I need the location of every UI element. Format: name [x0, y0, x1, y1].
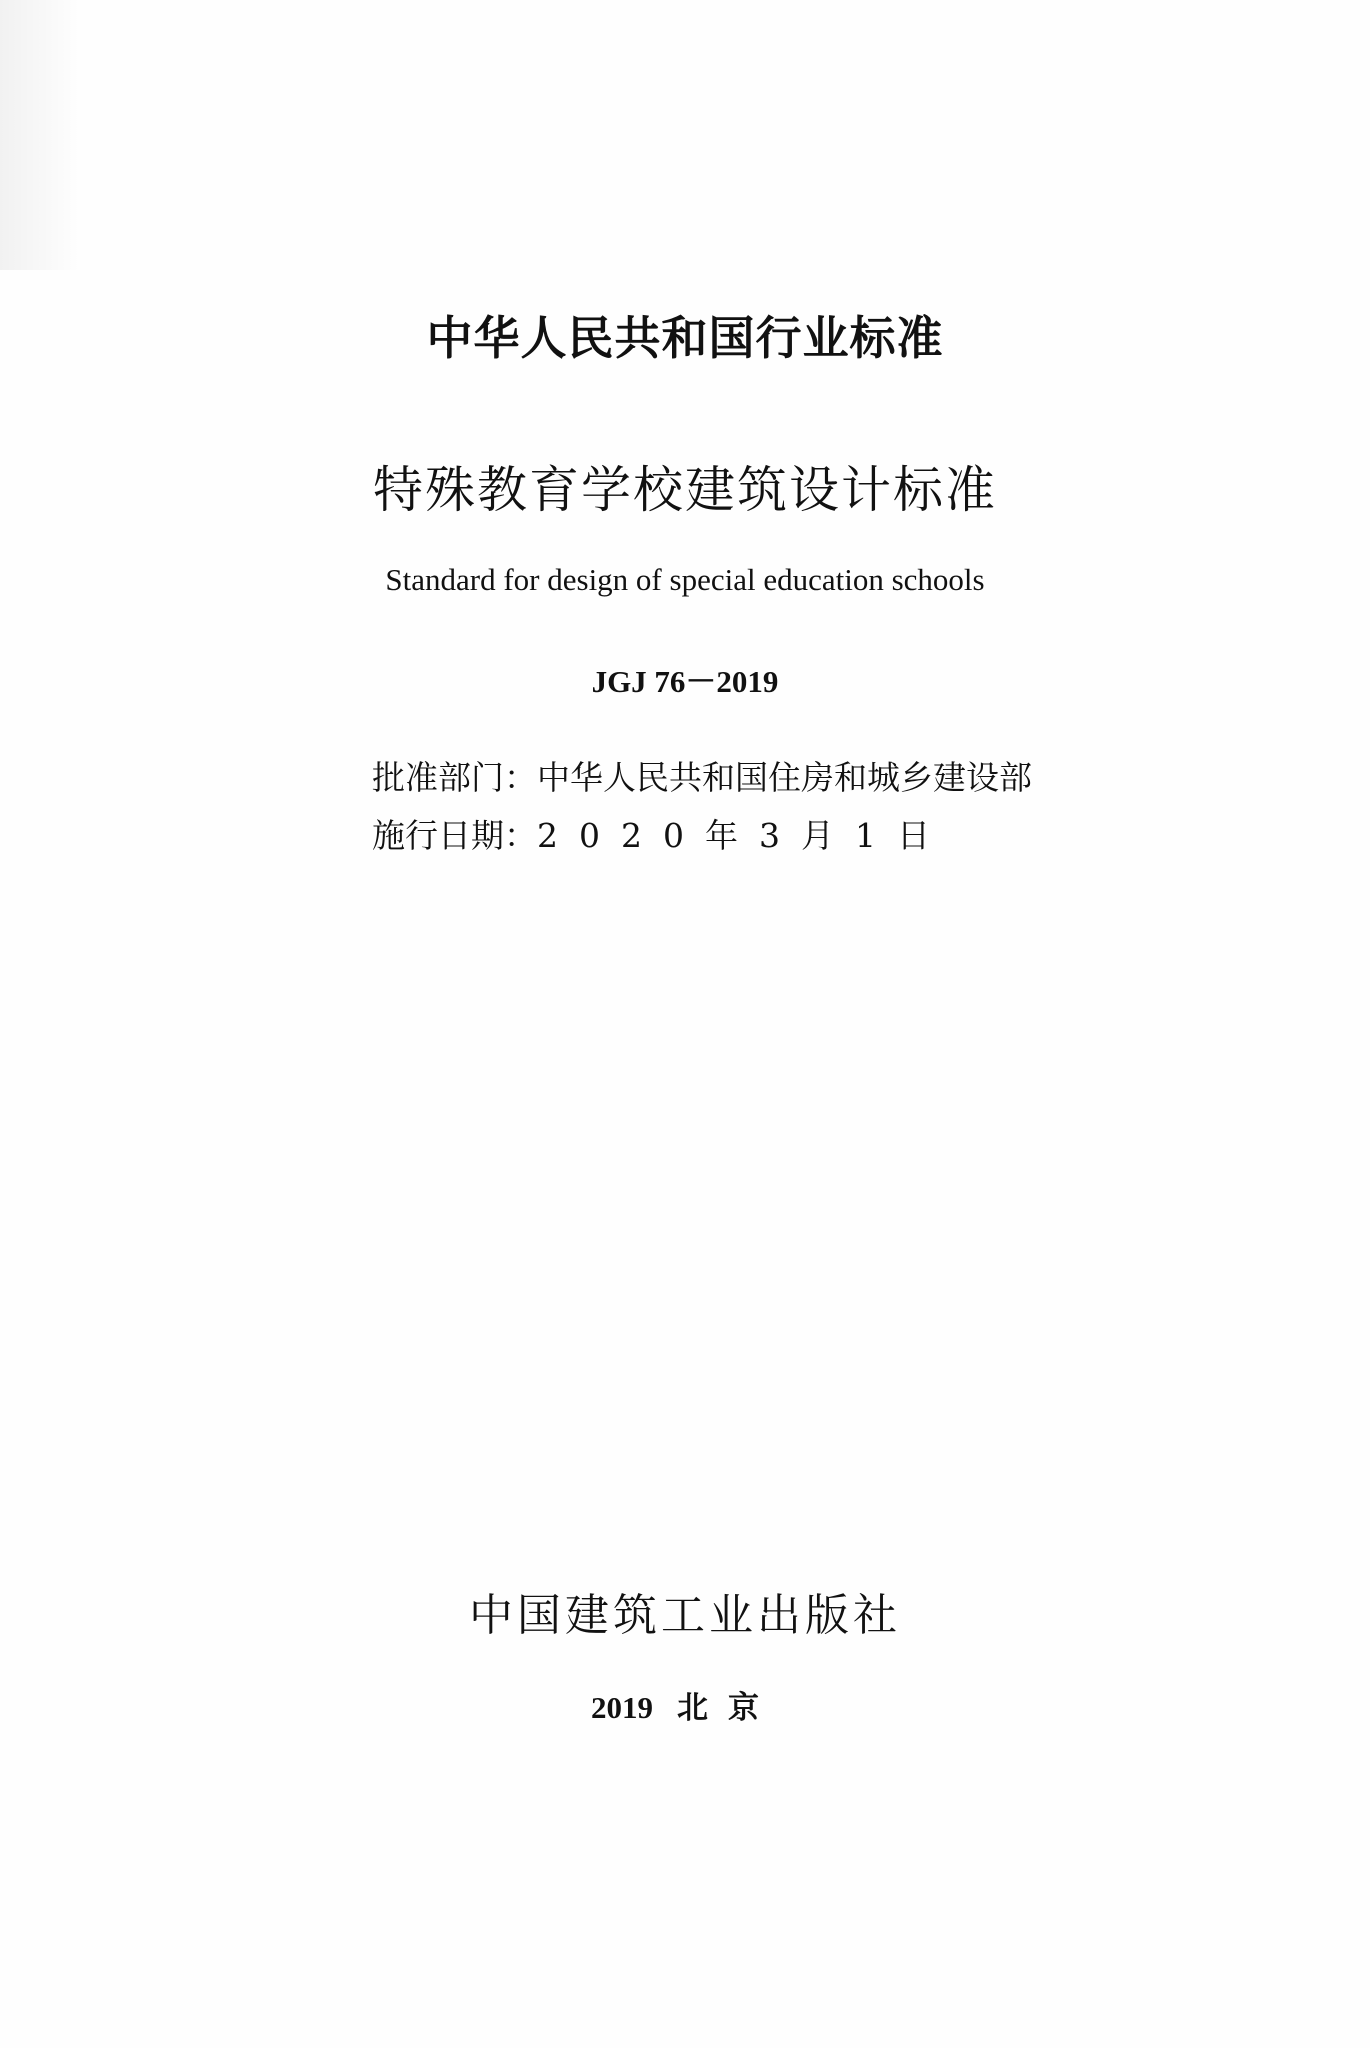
- approver-value: 中华人民共和国住房和城乡建设部: [537, 758, 1032, 797]
- publisher-name: 中国建筑工业出版社: [469, 1590, 901, 1641]
- publication-city: 北京: [677, 1690, 779, 1726]
- publication-line: [0, 1688, 1370, 1728]
- standard-code: JGJ 76－2019: [591, 664, 779, 699]
- standard-category: 中华人民共和国行业标准: [426, 311, 944, 365]
- scan-shadow: [0, 0, 80, 270]
- document-title-en: Standard for design of special education schools: [385, 562, 985, 597]
- approver-line: [372, 756, 1032, 800]
- effective-date-label: 施行日期：: [372, 816, 537, 855]
- effective-date-line: [372, 814, 951, 858]
- approver-label: 批准部门：: [372, 758, 537, 797]
- publication-year: 2019: [591, 1690, 653, 1725]
- document-title-cn: 特殊教育学校建筑设计标准: [373, 461, 997, 519]
- effective-date-value: 2020年3月1日: [537, 816, 951, 855]
